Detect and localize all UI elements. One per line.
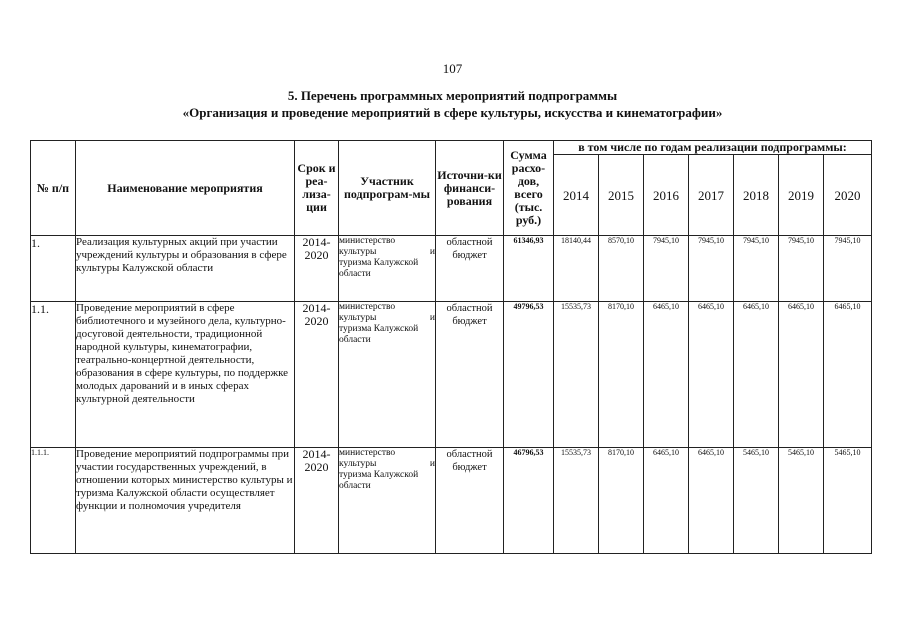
measure-name: Проведение мероприятий подпрограммы при участии государственных учреждений, в отношении которых министерство культуры и туризма Калужской области осуществляет функции и полномочия учредителя bbox=[76, 448, 295, 554]
year-amount: 6465,10 bbox=[689, 302, 734, 448]
measures-table bbox=[30, 140, 872, 554]
table-row bbox=[31, 302, 872, 448]
header-year: 2016 bbox=[644, 155, 689, 236]
participant bbox=[339, 236, 436, 302]
participant-word: и bbox=[429, 459, 435, 469]
row-number: 1.1. bbox=[31, 302, 76, 448]
year-amount: 5465,10 bbox=[734, 448, 779, 554]
year-amount: 5465,10 bbox=[779, 448, 824, 554]
participant-word: культуры bbox=[339, 247, 377, 257]
participant-word: культуры bbox=[339, 459, 377, 469]
header-num: № п/п bbox=[31, 141, 76, 236]
year-amount: 7945,10 bbox=[734, 236, 779, 302]
header-total: Сумма расхо-дов, всего (тыс. руб.) bbox=[504, 141, 554, 236]
header-year: 2015 bbox=[599, 155, 644, 236]
participant-rest: туризма Калужской области bbox=[339, 258, 419, 279]
participant-word: и bbox=[429, 247, 435, 257]
year-amount: 6465,10 bbox=[689, 448, 734, 554]
term: 2014-2020 bbox=[295, 448, 339, 554]
total-amount: 46796,53 bbox=[504, 448, 554, 554]
participant-rest: туризма Калужской области bbox=[339, 324, 419, 345]
table-row bbox=[31, 236, 872, 302]
row-number: 1. bbox=[31, 236, 76, 302]
year-amount: 6465,10 bbox=[644, 448, 689, 554]
total-amount: 49796,53 bbox=[504, 302, 554, 448]
year-amount: 7945,10 bbox=[689, 236, 734, 302]
participant-word: и bbox=[429, 313, 435, 323]
table-row bbox=[31, 448, 872, 554]
year-amount: 6465,10 bbox=[824, 302, 872, 448]
year-amount: 15535,73 bbox=[554, 302, 599, 448]
participant-line: министерство bbox=[339, 448, 396, 458]
header-name: Наименование мероприятия bbox=[76, 141, 295, 236]
participant-line: министерство bbox=[339, 302, 396, 312]
participant bbox=[339, 448, 436, 554]
participant-word: культуры bbox=[339, 313, 377, 323]
total-amount: 61346,93 bbox=[504, 236, 554, 302]
year-amount: 8170,10 bbox=[599, 448, 644, 554]
header-year: 2019 bbox=[779, 155, 824, 236]
year-amount: 6465,10 bbox=[644, 302, 689, 448]
year-amount: 15535,73 bbox=[554, 448, 599, 554]
year-amount: 8170,10 bbox=[599, 302, 644, 448]
header-year: 2017 bbox=[689, 155, 734, 236]
row-number: 1.1.1. bbox=[31, 448, 76, 554]
header-years-group: в том числе по годам реализации подпрограммы: bbox=[554, 141, 872, 155]
funding-source: областной бюджет bbox=[436, 448, 504, 554]
year-amount: 7945,10 bbox=[644, 236, 689, 302]
section-subtitle: «Организация и проведение мероприятий в сфере культуры, искусства и кинематографии» bbox=[182, 105, 723, 120]
participant-line: министерство bbox=[339, 236, 396, 246]
header-term: Срок и реа-лиза-ции bbox=[295, 141, 339, 236]
term: 2014-2020 bbox=[295, 302, 339, 448]
header-source: Источни-ки финанси-рования bbox=[436, 141, 504, 236]
section-title: 5. Перечень программных мероприятий подпрограммы bbox=[287, 88, 618, 103]
year-amount: 7945,10 bbox=[824, 236, 872, 302]
term: 2014-2020 bbox=[295, 236, 339, 302]
funding-source: областной бюджет bbox=[436, 302, 504, 448]
measure-name: Проведение мероприятий в сфере библиотечного и музейного дела, культурно-досуговой деятельности, традиционной народной культуры, кинематографии, театрально-концертной деятельности, образования в сфере культуры, по поддержке молодых дарований и в иных сферах культурной деятельности bbox=[76, 302, 295, 448]
header-year: 2020 bbox=[824, 155, 872, 236]
funding-source: областной бюджет bbox=[436, 236, 504, 302]
participant-rest: туризма Калужской области bbox=[339, 470, 419, 491]
measure-name: Реализация культурных акций при участии учреждений культуры и образования в сфере культуры Калужской области bbox=[76, 236, 295, 302]
page-number: 107 bbox=[442, 61, 463, 76]
header-participant: Участник подпрограм-мы bbox=[339, 141, 436, 236]
header-year: 2018 bbox=[734, 155, 779, 236]
year-amount: 6465,10 bbox=[779, 302, 824, 448]
year-amount: 8570,10 bbox=[599, 236, 644, 302]
year-amount: 5465,10 bbox=[824, 448, 872, 554]
header-year: 2014 bbox=[554, 155, 599, 236]
year-amount: 7945,10 bbox=[779, 236, 824, 302]
year-amount: 6465,10 bbox=[734, 302, 779, 448]
year-amount: 18140,44 bbox=[554, 236, 599, 302]
participant bbox=[339, 302, 436, 448]
